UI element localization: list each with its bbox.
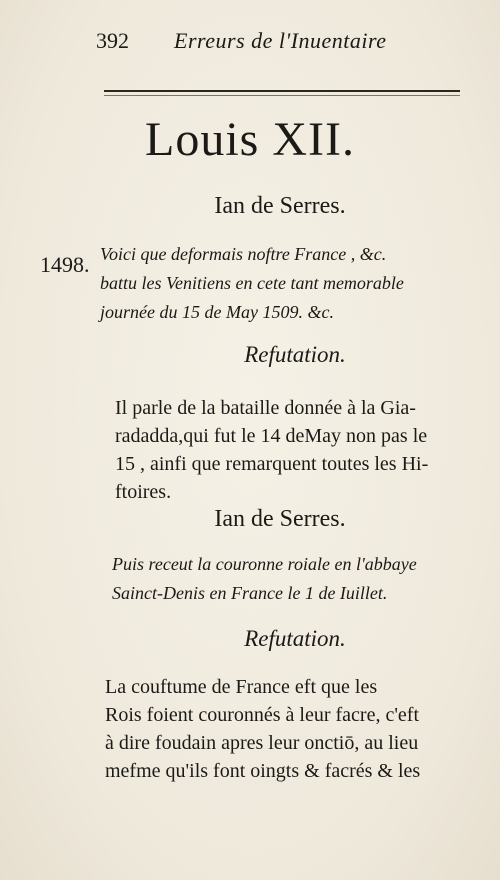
quote-line: journée du 15 de May 1509. &c. [100, 302, 334, 322]
refutation-heading: Refutation. [244, 342, 346, 367]
quote-line: Voici que deformais noftre France , &c. [100, 244, 387, 264]
quote-line: battu les Venitiens en cete tant memorable [100, 273, 404, 293]
text-line: Rois foient couronnés à leur facre, c'eft [105, 704, 420, 726]
text-line: radadda,qui fut le 14 deMay non pas le [115, 425, 428, 447]
quote-line: Puis receut la couronne roiale en l'abbaye [112, 554, 417, 574]
quotation [112, 550, 472, 608]
running-title: Erreurs de l'Inuentaire [174, 28, 387, 53]
text-line: Il parle de la bataille donnée à la Gia- [115, 397, 416, 419]
page-title: Louis XII. [145, 113, 355, 166]
author-heading: Ian de Serres. [214, 193, 346, 219]
refutation-heading: Refutation. [244, 626, 346, 651]
text-line: La couftume de France eft que les [105, 676, 378, 698]
text-line: ftoires. [115, 481, 172, 503]
text-line: 15 , ainfi que remarquent toutes les Hi- [115, 453, 429, 475]
margin-year: 1498. [40, 252, 90, 277]
quote-line: Sainct-Denis en France le 1 de Iuillet. [112, 583, 388, 603]
refutation-text [115, 394, 480, 506]
text-line: mefme qu'ils font oingts & facrés & les [105, 760, 421, 782]
running-head [96, 28, 426, 58]
page-number: 392 [96, 28, 129, 53]
author-heading: Ian de Serres. [214, 506, 346, 532]
header-rule-thin [104, 95, 460, 96]
text-line: à dire foudain apres leur onctiō, au lieu [105, 732, 419, 754]
quotation [100, 240, 480, 327]
header-rule [104, 90, 460, 92]
refutation-text [105, 673, 477, 785]
